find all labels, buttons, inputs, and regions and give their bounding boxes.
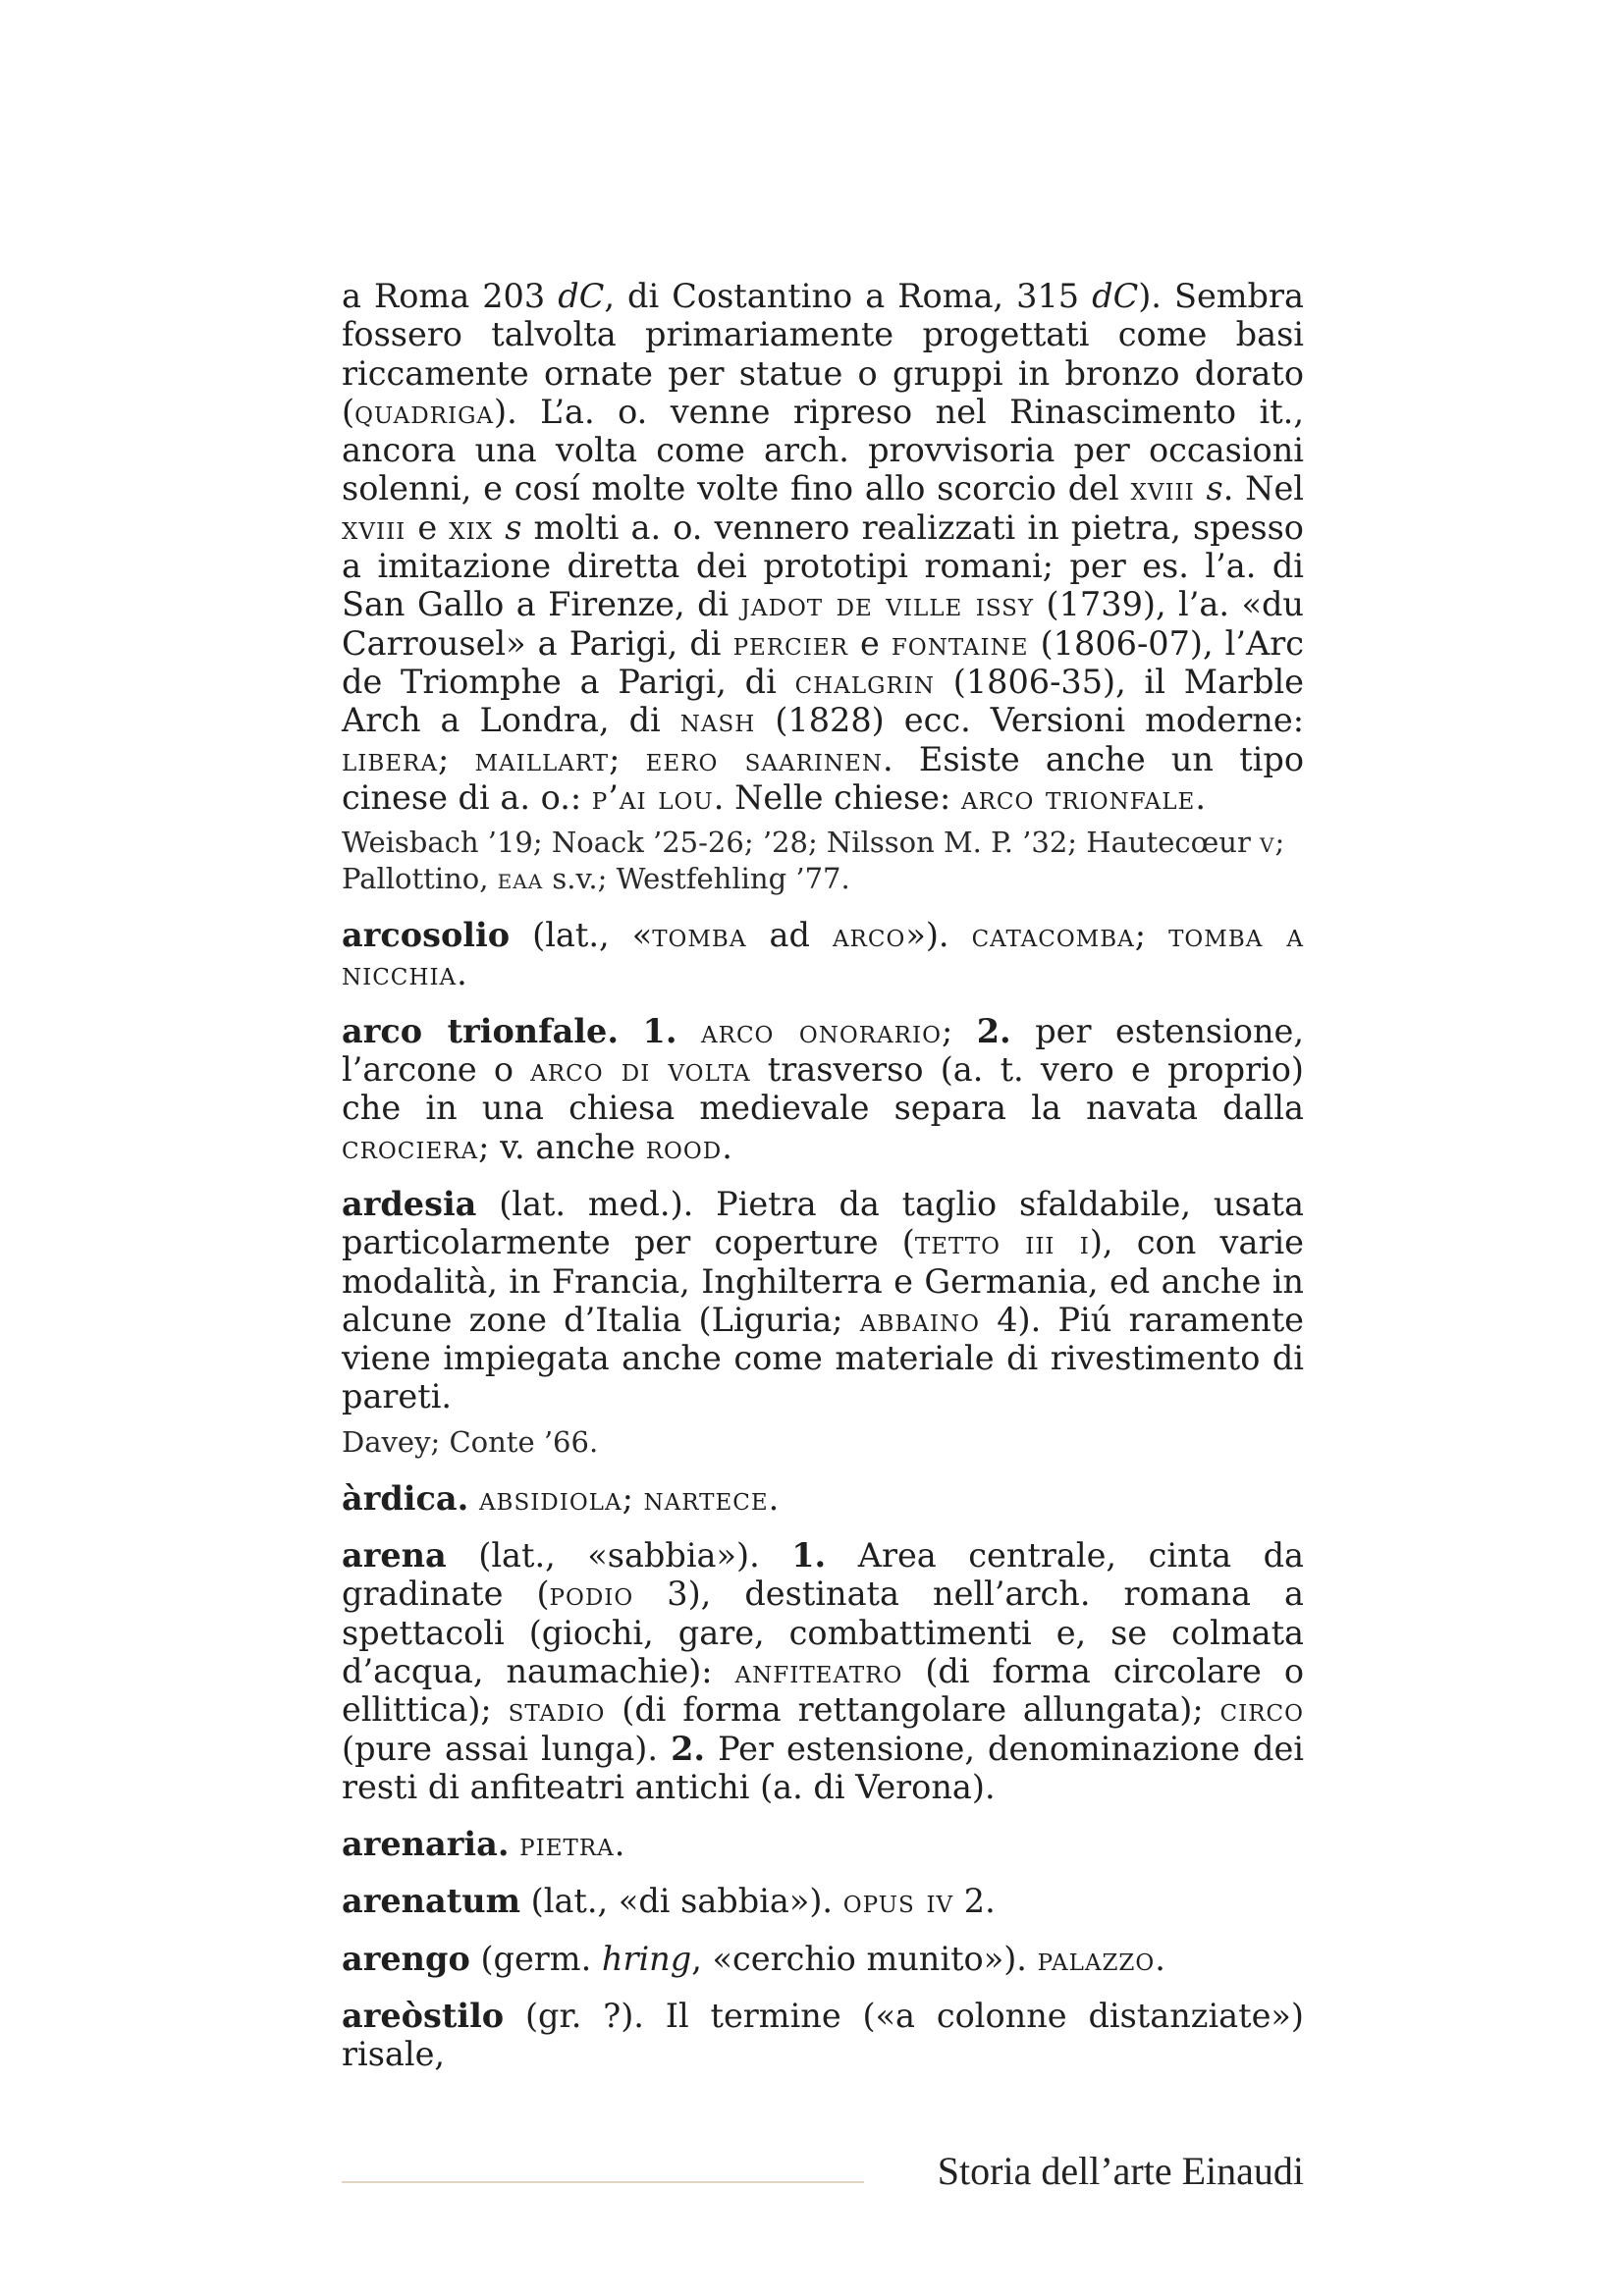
text-run: (di forma rettangolare allungata); (605, 1690, 1220, 1730)
headword: 1. (791, 1536, 827, 1575)
entry-text (342, 1997, 1304, 2074)
text-run: ; Pallottino, (342, 826, 1285, 896)
text-run: . Esiste anche un tipo cinese di a. o.: (342, 739, 1305, 817)
cross-reference: podio (549, 1575, 634, 1614)
text-run: ). L’a. o. venne ripreso nel Rinascimento it., ancora una volta come arch. provvisoria per occasioni solenni, e cosí molte volte fino allo scorcio del (342, 392, 1304, 508)
cross-reference: eaa (497, 862, 544, 896)
cross-reference: crociera (342, 1127, 479, 1166)
entry-text (342, 1825, 1304, 1863)
cross-reference: arco di volta (530, 1050, 751, 1090)
text-run: . (768, 1478, 780, 1518)
entry-text (342, 916, 1304, 993)
text-run: e (406, 507, 450, 547)
text-run: 2. (953, 1882, 996, 1921)
cross-reference: v (1260, 826, 1275, 860)
text-run: . (614, 1825, 625, 1864)
entry-text (342, 1536, 1304, 1806)
text-run: Per estensione, denominazione dei resti di anfiteatri antichi (a. di Verona). (342, 1729, 1304, 1806)
text-run: ; (437, 739, 475, 778)
entry-text (342, 1479, 1304, 1518)
cross-reference: catacomba (971, 916, 1135, 955)
entry-text (342, 1012, 1304, 1166)
cross-reference: tomba (652, 916, 747, 955)
text-run: ; v. anche (478, 1127, 646, 1166)
text-run (468, 1479, 479, 1518)
footer-rule (342, 2181, 864, 2183)
headword: 1. (642, 1011, 677, 1050)
text-run: (1806-07), l’Arc de Triomphe a Parigi, di (342, 623, 1305, 701)
text-run: ad (746, 916, 833, 955)
dictionary-page (342, 277, 1304, 2074)
text-run (1195, 469, 1207, 507)
text-run: . (1155, 1939, 1165, 1978)
text-run: ; (941, 1011, 977, 1050)
cross-reference: tomba a nicchia (342, 916, 1304, 993)
cross-reference: arco onorario (701, 1011, 942, 1050)
text-run: (1739), l’a. «du Carrousel» a Parigi, di (342, 585, 1304, 663)
cross-reference: xviii (1130, 469, 1195, 508)
headword: arenaria. (342, 1825, 510, 1864)
text-run: 3), destinata nell’arch. romana a spettacoli (giochi, gare, combattimenti e, se colmata d’acqua, naumachie): (342, 1575, 1304, 1690)
cross-reference: quadriga (354, 392, 495, 431)
headword: arengo (342, 1939, 470, 1978)
text-run: (di forma circolare o ellittica); (342, 1651, 1304, 1730)
cross-reference: jadot de ville issy (740, 585, 1035, 624)
cross-reference: arco (832, 916, 906, 955)
text-run: ), con varie modalità, in Francia, Inghilterra e Germania, ed anche in alcune zone d’Italia (Liguria; (342, 1223, 1304, 1339)
italic-text: hring (601, 1939, 692, 1978)
headword: ardesia (342, 1184, 477, 1223)
entry-text (342, 277, 1304, 817)
cross-reference: rood (645, 1127, 723, 1166)
text-run: 4). Piú raramente viene impiegata anche come materiale di rivestimento di pareti. (342, 1300, 1304, 1416)
cross-reference: circo (1219, 1690, 1304, 1730)
cross-reference: chalgrin (794, 662, 936, 701)
text-run: ; (609, 739, 646, 778)
text-run: Weisbach ’19; Noack ’25-26; ’28; Nilsson M. P. ’32; Hautecœur (342, 826, 1261, 860)
cross-reference: xviii (342, 507, 406, 547)
headword: arenatum (342, 1882, 521, 1921)
headword: 2. (671, 1729, 706, 1768)
cross-reference: percier (732, 623, 848, 663)
cross-reference: absidiola (478, 1478, 622, 1518)
text-run: trasverso (a. t. vero e proprio) che in una chiesa medievale separa la navata dalla (342, 1050, 1304, 1128)
text-run (493, 508, 505, 547)
text-run: ; (622, 1478, 644, 1518)
text-run: (lat., «sabbia»). (446, 1536, 792, 1575)
text-run (509, 1825, 519, 1863)
text-run: (1828) ecc. Versioni moderne: (755, 701, 1304, 740)
bibliography (342, 825, 1304, 897)
cross-reference: pietra (519, 1825, 615, 1864)
bibliography (342, 1424, 1304, 1461)
text-run (677, 1012, 702, 1050)
cross-reference: nash (679, 701, 756, 740)
text-run: s.v.; Westfehling ’77. (543, 862, 850, 896)
cross-reference: opus iv (842, 1882, 954, 1921)
text-run: (lat., «di sabbia»). (520, 1882, 843, 1921)
headword: arcosolio (342, 916, 511, 955)
text-run: (gr. ?). Il termine («a colonne distanziate») risale, (342, 1996, 1304, 2074)
text-run: , di Costantino a Roma, 315 (604, 277, 1093, 315)
entry-text (342, 1940, 1304, 1978)
text-run: »). (905, 916, 972, 955)
text-run: . (457, 954, 467, 993)
cross-reference: maillart (474, 739, 610, 778)
cross-reference: palazzo (1037, 1939, 1156, 1978)
cross-reference: xix (449, 507, 494, 547)
text-run: (lat. med.). Pietra da taglio sfaldabile, usata particolarmente per coperture ( (342, 1184, 1304, 1262)
italic-text: dC (1092, 277, 1139, 315)
text-run: . (1195, 777, 1206, 817)
text-run: a Roma 203 (342, 277, 559, 315)
italic-text: dC (558, 277, 605, 315)
text-run: Davey; Conte ’66. (342, 1424, 599, 1459)
page-footer (342, 2130, 1304, 2193)
cross-reference: abbaino (859, 1300, 980, 1339)
headword: àrdica. (342, 1478, 469, 1518)
cross-reference: tetto iii i (914, 1223, 1090, 1262)
entry-text (342, 1882, 1304, 1920)
cross-reference: anfiteatro (734, 1651, 903, 1690)
footer-title: Storia dell’arte Einaudi (937, 2149, 1304, 2193)
cross-reference: nartece (643, 1478, 769, 1518)
text-run: (germ. (469, 1939, 602, 1978)
text-run: e (847, 623, 892, 663)
headword: 2. (976, 1011, 1011, 1050)
text-run: . Nelle chiese: (713, 777, 961, 817)
text-run: ). Sembra fossero talvolta primariamente progettati come basi riccamente ornate per statue o gruppi in bronzo dorato ( (342, 277, 1304, 431)
cross-reference: libera (342, 739, 438, 778)
cross-reference: p’ai lou (591, 777, 714, 817)
text-run: (lat., « (510, 916, 653, 955)
cross-reference: fontaine (891, 623, 1029, 663)
text-run (619, 1012, 643, 1050)
text-run: Area centrale, cinta da gradinate ( (342, 1536, 1304, 1614)
text-run: . (722, 1127, 732, 1166)
cross-reference: arco trionfale (960, 777, 1196, 817)
cross-reference: stadio (508, 1690, 606, 1730)
headword: areòstilo (342, 1996, 505, 2035)
entry-text (342, 1185, 1304, 1416)
headword: arena (342, 1536, 447, 1575)
italic-text: s (1206, 469, 1223, 508)
italic-text: s (505, 507, 522, 547)
text-run: ; (1134, 916, 1169, 955)
text-run: , «cerchio munito»). (691, 1939, 1038, 1978)
headword: arco trionfale. (342, 1011, 619, 1050)
cross-reference: eero saarinen (645, 739, 884, 778)
text-run: (1806-35), il Marble Arch a Londra, di (342, 662, 1304, 740)
text-run: per estensione, l’arcone o (342, 1011, 1305, 1090)
text-run: . Nel (1222, 469, 1304, 508)
text-run: (pure assai lunga). (342, 1729, 672, 1768)
text-run: molti a. o. vennero realizzati in pietra, spesso a imitazione diretta dei prototipi romani; per es. l’a. di San Gallo a Firenze, di (342, 507, 1304, 624)
